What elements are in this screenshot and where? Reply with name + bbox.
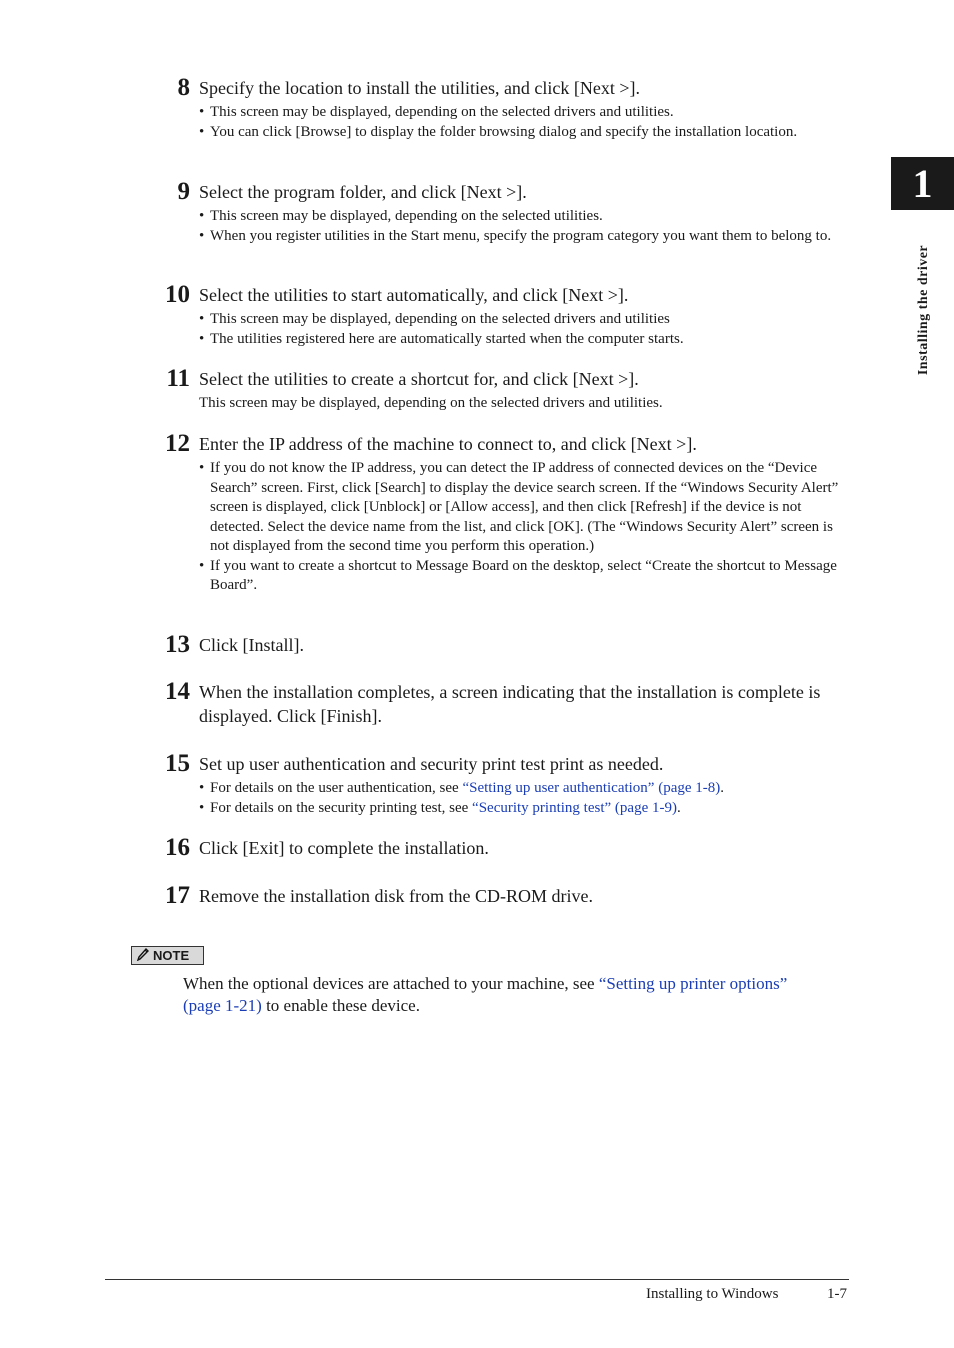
step-number: 14	[165, 678, 190, 705]
bullet-item: • If you do not know the IP address, you can detect the IP address of connected devices on the “Device Search” screen. First, click [Search] to display the device search screen. If the “Windows Security Alert” screen is displayed, click [Unblock] or [Allow access], and then click [Refresh] if the device is not detected. Select the device name from the list, and click [OK]. (The “Windows Security Alert” screen is not displayed from the second time you perform this operation.)	[199, 460, 839, 554]
footer-divider	[105, 1279, 849, 1280]
note-badge-label: NOTE	[153, 948, 190, 963]
link-printer-options[interactable]: “Setting up printer options” (page 1-21)	[183, 974, 788, 1015]
step-number: 17	[165, 882, 190, 909]
step-title: Click [Exit] to complete the installation.	[199, 838, 489, 858]
step-bullets	[199, 779, 854, 818]
bullet-item: • This screen may be displayed, depending on the selected drivers and utilities	[199, 311, 670, 327]
step-number: 16	[165, 834, 190, 861]
footer-page-number: 1-7	[827, 1286, 847, 1302]
bullet-item: • When you register utilities in the Start menu, specify the program category you want them to belong to.	[199, 227, 832, 244]
step-bullets	[199, 459, 854, 596]
step-number: 13	[165, 631, 190, 658]
step-bullets	[199, 310, 854, 349]
note-text: When the optional devices are attached to your machine, see “Setting up printer options” (page 1-21) to enable these device.	[183, 974, 788, 1015]
step-number: 9	[177, 178, 190, 205]
step-title: Enter the IP address of the machine to connect to, and click [Next >].	[199, 434, 697, 454]
step-number: 11	[166, 365, 190, 392]
link-security-printing-test[interactable]: “Security printing test” (page 1-9)	[472, 799, 677, 816]
step-title: When the installation completes, a screen indicating that the installation is complete is displayed. Click [Finish].	[199, 682, 821, 726]
pencil-icon	[137, 947, 150, 964]
step-title: Click [Install].	[199, 635, 304, 655]
step-title: Select the utilities to create a shortcut for, and click [Next >].	[199, 369, 639, 389]
link-user-authentication[interactable]: “Setting up user authentication” (page 1-8)	[462, 780, 721, 796]
bullet-item: • You can click [Browse] to display the folder browsing dialog and specify the installation location.	[199, 123, 798, 140]
bullet-item: • For details on the user authentication, see “Setting up user authentication” (page 1-8).	[199, 780, 725, 796]
chapter-side-label: Installing the driver	[916, 244, 931, 376]
step-title: Select the program folder, and click [Next >].	[199, 182, 527, 202]
step-number: 12	[165, 430, 190, 457]
bullet-item: • This screen may be displayed, depending on the selected utilities.	[199, 208, 603, 224]
footer-section-title: Installing to Windows	[646, 1286, 779, 1302]
bullet-item: • For details on the security printing test, see “Security printing test” (page 1-9).	[199, 799, 681, 816]
chapter-number-tab	[891, 157, 954, 210]
step-title: Select the utilities to start automatically, and click [Next >].	[199, 285, 629, 305]
step-number: 15	[165, 750, 190, 777]
step-bullets	[199, 207, 854, 246]
step-number: 10	[165, 281, 190, 308]
bullet-item: • If you want to create a shortcut to Message Board on the desktop, select “Create the shortcut to Message Board”.	[199, 557, 837, 593]
step-title: Set up user authentication and security print test print as needed.	[199, 754, 664, 774]
chapter-number: 1	[912, 161, 933, 206]
note-badge	[131, 946, 204, 965]
step-bullets	[199, 103, 854, 142]
step-title: Remove the installation disk from the CD-ROM drive.	[199, 886, 593, 906]
step-title: Specify the location to install the utilities, and click [Next >].	[199, 78, 641, 98]
bullet-item: • The utilities registered here are automatically started when the computer starts.	[199, 330, 684, 347]
bullet-item: • This screen may be displayed, depending on the selected drivers and utilities.	[199, 104, 674, 120]
step-number: 8	[177, 74, 190, 101]
step-note-text: This screen may be displayed, depending on the selected drivers and utilities.	[199, 395, 663, 411]
